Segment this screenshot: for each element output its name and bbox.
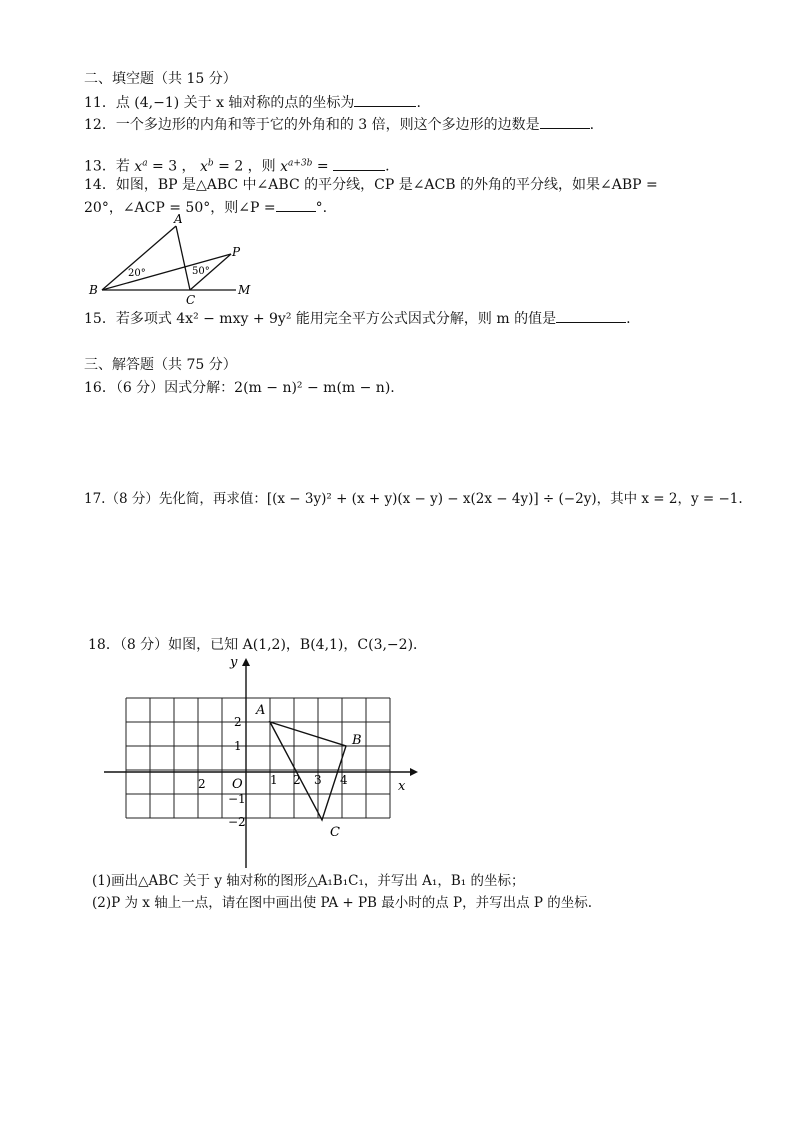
question-18: 18．（8 分）如图，已知 A(1,2)，B(4,1)，C(3,−2)． (88, 637, 428, 653)
x-tick-1: 1 (270, 773, 278, 787)
question-12-end: . (589, 117, 595, 133)
y-axis-label: y (230, 655, 238, 670)
answer-blank-11[interactable] (354, 92, 416, 107)
question-11-text: 11．点 (4,−1) 关于 x 轴对称的点的坐标为 (84, 95, 355, 111)
coordinate-grid-18 (100, 652, 420, 870)
answer-blank-12[interactable] (540, 114, 590, 129)
point-label-b: B (352, 733, 362, 748)
point-label-c: C (330, 825, 340, 840)
y-tick-neg-2: −2 (228, 815, 246, 829)
label-b: B (89, 283, 98, 297)
line-ba (102, 226, 176, 290)
question-13-end: . (385, 158, 390, 175)
question-11 (84, 92, 421, 112)
triangle-figure-14 (86, 210, 256, 310)
x-tick-4: 4 (340, 773, 348, 787)
section3-heading: 三、解答题（共 75 分） (84, 357, 237, 373)
math-x-power-b: $x^b$ (200, 158, 214, 175)
question-18-part2: (2)P 为 x 轴上一点，请在图中画出使 PA + PB 最小时的点 P，并写出点 P 的坐标. (92, 895, 593, 911)
question-11-end: . (416, 95, 421, 111)
label-m: M (238, 283, 251, 297)
question-16: 16．（6 分）因式分解：2(m − n)² − m(m − n). (84, 380, 395, 396)
answer-blank-13[interactable] (333, 156, 385, 171)
x-axis-arrow-icon (410, 768, 418, 776)
line-ac (176, 226, 190, 290)
math-x-power-a-plus-3b: $x^{a+3b}$ (280, 158, 313, 175)
origin-label: O (232, 777, 243, 792)
y-tick-2: 2 (234, 715, 242, 729)
question-13-prefix: 13．若 (84, 158, 130, 175)
label-a: A (174, 212, 183, 226)
question-18-part1: (1)画出△ABC 关于 y 轴对称的图形△A₁B₁C₁，并写出 A₁，B₁ 的坐标； (92, 873, 525, 889)
x-axis-label: x (398, 779, 406, 794)
math-x-power-a: $x^a$ (134, 158, 148, 175)
x-tick-3: 3 (314, 773, 322, 787)
question-13-part2: = 2 ，则 (213, 158, 276, 175)
section2-heading: 二、填空题（共 15 分） (84, 71, 237, 87)
answer-blank-15[interactable] (556, 308, 626, 323)
question-13 (84, 154, 390, 176)
question-14-line1: 14．如图，BP 是△ABC 中∠ABC 的平分线，CP 是∠ACB 的外角的平分线，如果∠ABP = (84, 177, 658, 193)
question-12-text: 12．一个多边形的内角和等于它的外角和的 3 倍，则这个多边形的边数是 (84, 117, 540, 133)
line-bp (102, 254, 231, 290)
x-tick-neg-2: 2 (198, 777, 206, 791)
y-axis-arrow-icon (242, 658, 250, 666)
angle-label-50: 50° (192, 266, 210, 277)
question-15-end: . (626, 311, 631, 327)
answer-blank-14[interactable] (276, 197, 316, 212)
angle-label-20: 20° (128, 268, 146, 279)
label-c: C (186, 293, 196, 307)
question-12 (84, 114, 594, 134)
question-15-text: 15．若多项式 4x² − mxy + 9y² 能用完全平方公式因式分解，则 m 的值是 (84, 311, 557, 327)
triangle-abc (270, 722, 346, 820)
label-p: P (232, 245, 241, 259)
question-14-line2a: 20°，∠ACP = 50°，则∠P = (84, 200, 276, 216)
y-tick-1: 1 (234, 739, 242, 753)
x-tick-2: 2 (293, 773, 301, 787)
question-13-part3: = (312, 158, 329, 175)
y-tick-neg-1: −1 (228, 792, 246, 806)
question-15 (84, 308, 631, 328)
question-17: 17.（8 分）先化简，再求值：[(x − 3y)² + (x + y)(x − y) − x(2x − 4y)] ÷ (−2y)，其中 x = 2，y = −1. (84, 491, 743, 507)
question-14-line2b: °. (315, 200, 328, 216)
point-label-a: A (256, 703, 266, 718)
question-13-part1: = 3 ， (147, 158, 196, 175)
